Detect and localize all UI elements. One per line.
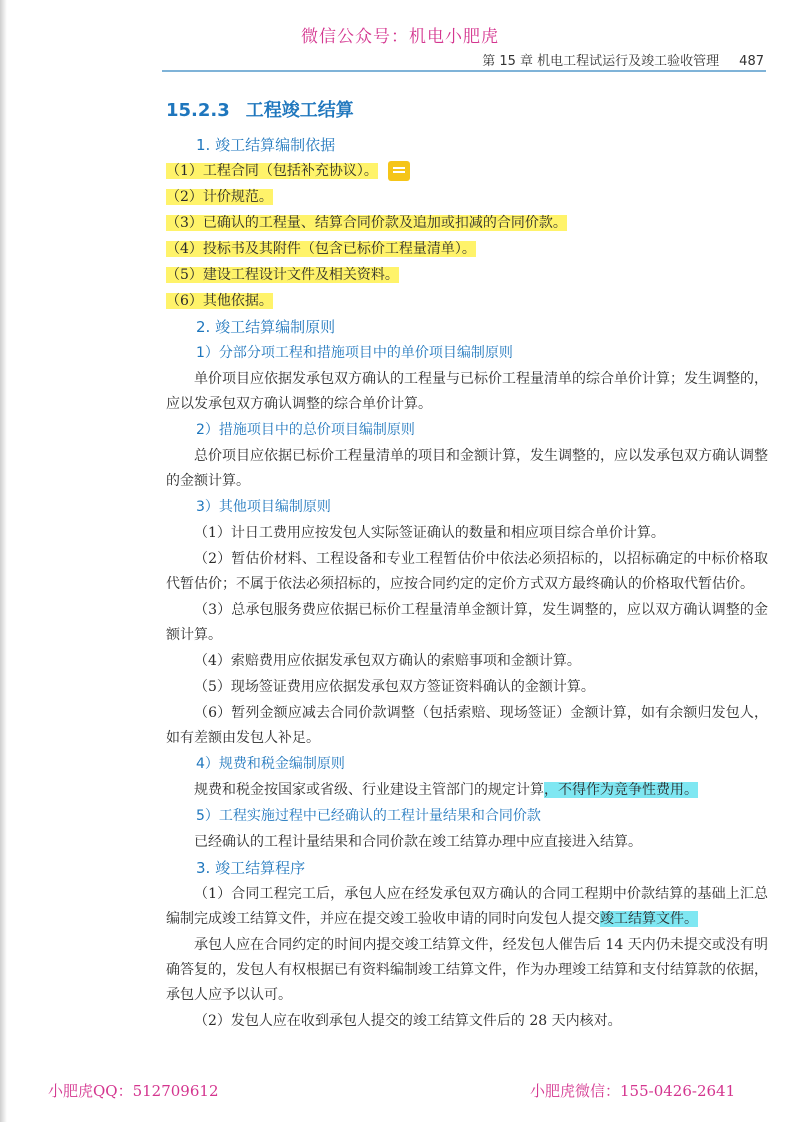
section-title [166, 96, 354, 122]
basis-item-4: （4）投标书及其附件（包含已标价工程量清单）。 [166, 241, 476, 257]
other-item-6: （6）暂列金额应减去合同价款调整（包括索赔、现场签证）金额计算，如有余额归发包人，如有差额由发包人补足。 [166, 705, 768, 746]
comment-note-icon[interactable] [388, 161, 410, 181]
paragraph-total-price: 总价项目应依据已标价工程量清单的项目和金额计算，发生调整的，应以发承包双方确认调整的金额计算。 [166, 448, 768, 489]
highlight-fees-taxes: ，不得作为竞争性费用。 [544, 782, 698, 798]
basis-item-5: （5）建设工程设计文件及相关资料。 [166, 267, 399, 283]
other-item-3: （3）总承包服务费应依据已标价工程量清单金额计算，发生调整的，应以双方确认调整的金额计算。 [166, 602, 768, 643]
other-item-4: （4）索赔费用应依据发承包双方确认的索赔事项和金额计算。 [194, 653, 581, 669]
basis-item-1: （1）工程合同（包括补充协议）。 [166, 159, 768, 184]
heading-fees-taxes: 4）规费和税金编制原则 [196, 756, 345, 772]
procedure-paragraph-3: （2）发包人应在收到承包人提交的竣工结算文件后的 28 天内核对。 [194, 1013, 622, 1029]
paragraph-unit-price: 单价项目应依据发承包双方确认的工程量与已标价工程量清单的综合单价计算；发生调整的，应以发承包双方确认调整的综合单价计算。 [166, 371, 768, 412]
heading-confirmed: 5）工程实施过程中已经确认的工程计量结果和合同价款 [196, 808, 541, 824]
heading-other-items: 3）其他项目编制原则 [196, 499, 331, 515]
procedure-paragraph-1: （1）合同工程完工后，承包人应在经发承包双方确认的合同工程期中价款结算的基础上汇总编制完成竣工结算文件，并应在提交竣工验收申请的同时向发包人提交竣工结算文件。 [166, 886, 768, 927]
basis-item-6: （6）其他依据。 [166, 293, 273, 309]
heading-basis: 1. 竣工结算编制依据 [196, 136, 336, 154]
heading-total-price: 2）措施项目中的总价项目编制原则 [196, 422, 415, 438]
section-number: 15.2.3 [166, 100, 230, 121]
procedure-paragraph-2: 承包人应在合同约定的时间内提交竣工结算文件，经发包人催告后 14 天内仍未提交或没有明确答复的，发包人有权根据已有资料编制竣工结算文件，作为办理竣工结算和支付结算款的依据，承包人应予以认可。 [166, 937, 768, 1003]
page-content [166, 132, 768, 1035]
paragraph-confirmed: 已经确认的工程计量结果和合同价款在竣工结算办理中应直接进入结算。 [194, 834, 642, 850]
heading-principles: 2. 竣工结算编制原则 [196, 318, 336, 336]
page-number: 487 [739, 54, 764, 69]
heading-procedure: 3. 竣工结算程序 [196, 859, 306, 877]
heading-unit-price: 1）分部分项工程和措施项目中的单价项目编制原则 [196, 345, 513, 361]
header-rule [162, 70, 766, 72]
other-item-5: （5）现场签证费用应依据发承包双方签证资料确认的金额计算。 [194, 679, 595, 695]
page-edge-shadow [0, 0, 7, 1122]
chapter-title: 第 15 章 机电工程试运行及竣工验收管理 [482, 54, 720, 69]
running-header [482, 50, 764, 69]
basis-item-2: （2）计价规范。 [166, 189, 273, 205]
footer-qq: 小肥虎QQ：512709612 [48, 1082, 219, 1100]
other-item-2: （2）暂估价材料、工程设备和专业工程暂估价中依法必须招标的，以招标确定的中标价格取代暂估价；不属于依法必须招标的，应按合同约定的定价方式双方最终确认的价格取代暂估价。 [166, 551, 768, 592]
other-item-1: （1）计日工费用应按发包人实际签证确认的数量和相应项目综合单价计算。 [194, 525, 665, 541]
watermark-top: 微信公众号：机电小肥虎 [301, 27, 499, 47]
footer-wechat: 小肥虎微信：155-0426-2641 [530, 1082, 736, 1100]
highlight-settlement-file: 竣工结算文件。 [600, 911, 698, 927]
paragraph-fees-taxes: 规费和税金按国家或省级、行业建设主管部门的规定计算，不得作为竞争性费用。 [194, 782, 698, 798]
section-name: 工程竣工结算 [245, 100, 354, 121]
basis-item-3: （3）已确认的工程量、结算合同价款及追加或扣减的合同价款。 [166, 215, 567, 231]
